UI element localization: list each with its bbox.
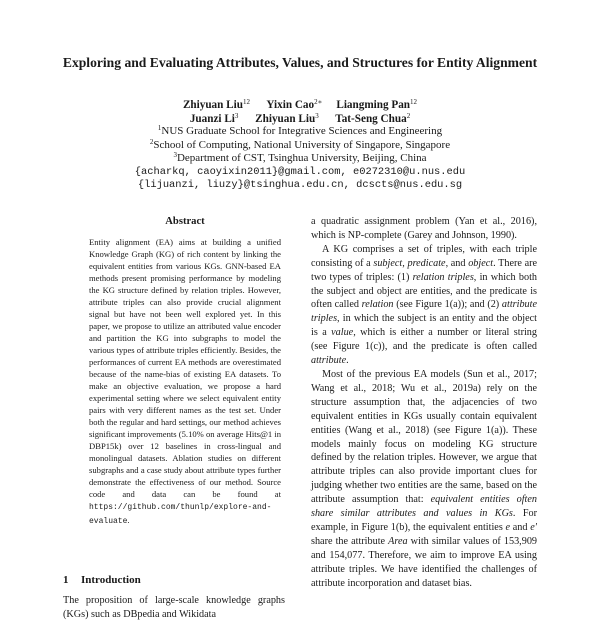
affiliation-1: $^1$NUS Graduate School for Integrative Sciences and Engineering (157, 124, 443, 137)
affiliation-3: $^3$Department of CST, Tsinghua University, Beijing, China (173, 151, 427, 165)
right-column-text (311, 215, 537, 590)
author-name: Zhiyuan Liu (182, 99, 243, 111)
author-name: Juanzi Li (189, 113, 235, 125)
author-line-2 (60, 112, 540, 126)
author-affil-mark: 12 (242, 98, 250, 106)
email-line-1: {acharkq, caoyixin2011}@gmail.com, e0272310@u.nus.edu (134, 165, 466, 178)
section-heading-introduction (63, 573, 141, 587)
source-code-link[interactable]: https://github.com/thunlp/explore-and-evaluate (89, 503, 272, 526)
author-name: Tat-Seng Chua (335, 113, 407, 125)
author-affil-mark: 3 (234, 112, 239, 120)
section-title: Introduction (81, 574, 141, 586)
abstract-heading: Abstract (165, 216, 205, 227)
paragraph: A KG comprises a set of triples, with each triple consisting of a subject, predicate, and object. There are two types of triples: (1) relation triples, in which both the subject and object are entities, and the predicate is often called relation (see Figure 1(a)); and (2) attribute triples, in which the subject is an entity and the object is a value, which is either a number or literal string (see Figure 1(c)), and the predicate is often called attribute. (311, 243, 538, 367)
section-number: 1 (63, 574, 69, 586)
author-name: Liangming Pan (336, 99, 411, 111)
author-affil-mark: 2 (406, 112, 411, 120)
email-line-2: {lijuanzi, liuzy}@tsinghua.edu.cn, dcscts@nus.edu.sg (137, 179, 463, 192)
paper-title: Exploring and Evaluating Attributes, Values, and Structures for Entity Alignment (62, 55, 538, 70)
author-affil-mark: 3 (315, 112, 319, 120)
abstract-body: Entity alignment (EA) aims at building a unified Knowledge Graph (KG) of rich content by linking the equivalent entities from various KGs. GNN-based EA methods present promising performance by modeling the KG structure defined by relation triples. However, attribute triples can also provide crucial alignment signal but have not been well explored yet. In this paper, we propose to utilize an attributed value encoder and partition the KG into subgraphs to model the various types of attribute triples efficiently. Besides, the performances of current EA methods are overestimated because of the name-bias of existing EA datasets. To make an objective evaluation, we propose a hard experimental setting where we select equivalent entity pairs with very different names as the test set. Under both the regular and hard settings, our method achieves significant improvements (5.10% on average Hits@1 in DBP15k) over 12 baselines in cross-lingual and monolingual datasets. Ablation studies on different subgraphs and a case study about attribute types further demonstrate the effectiveness of our method. Source code and data can be found at https://github.com/thunlp/explore-and-evaluate. (89, 237, 281, 526)
author-name: Yixin Cao (266, 99, 315, 111)
author-affil-mark: 2∗ (314, 98, 323, 106)
affiliation-2: $^2$School of Computing, National University of Singapore, Singapore (149, 137, 451, 151)
paragraph: Most of the previous EA models (Sun et al., 2017; Wang et al., 2018; Wu et al., 2019a) rely on the structure assumption that, the adjacencies of two equivalent entities in KGs usually contain equivalent entities (Wang et al., 2018) (see Figure 1(a)). These models mainly focus on modeling KG structure defined by the relation triples. However, we argue that attribute triples can also provide important clues for judging whether two entities are the same, based on the attribute assumption that: equivalent entities often share similar attributes and values in KGs. For example, in Figure 1(b), the equivalent entities e and e′ share the attribute Area with similar values of 153,909 and 154,077. Therefore, we aim to improve EA using attribute triples. We have identified the challenges of attribute incorporation and dataset bias. (311, 368, 538, 589)
author-name: Zhiyuan Liu (255, 113, 316, 125)
paragraph: a quadratic assignment problem (Yan et al., 2016), which is NP-complete (Garey and Johnson, 1990). (311, 216, 537, 241)
intro-first-line: The proposition of large-scale knowledge graphs (KGs) such as DBpedia and Wikidata (63, 595, 285, 620)
abstract-section (89, 215, 281, 528)
author-line-1 (60, 98, 540, 112)
author-list (60, 98, 540, 126)
affiliation-list (60, 125, 540, 193)
author-affil-mark: 12 (410, 98, 418, 106)
